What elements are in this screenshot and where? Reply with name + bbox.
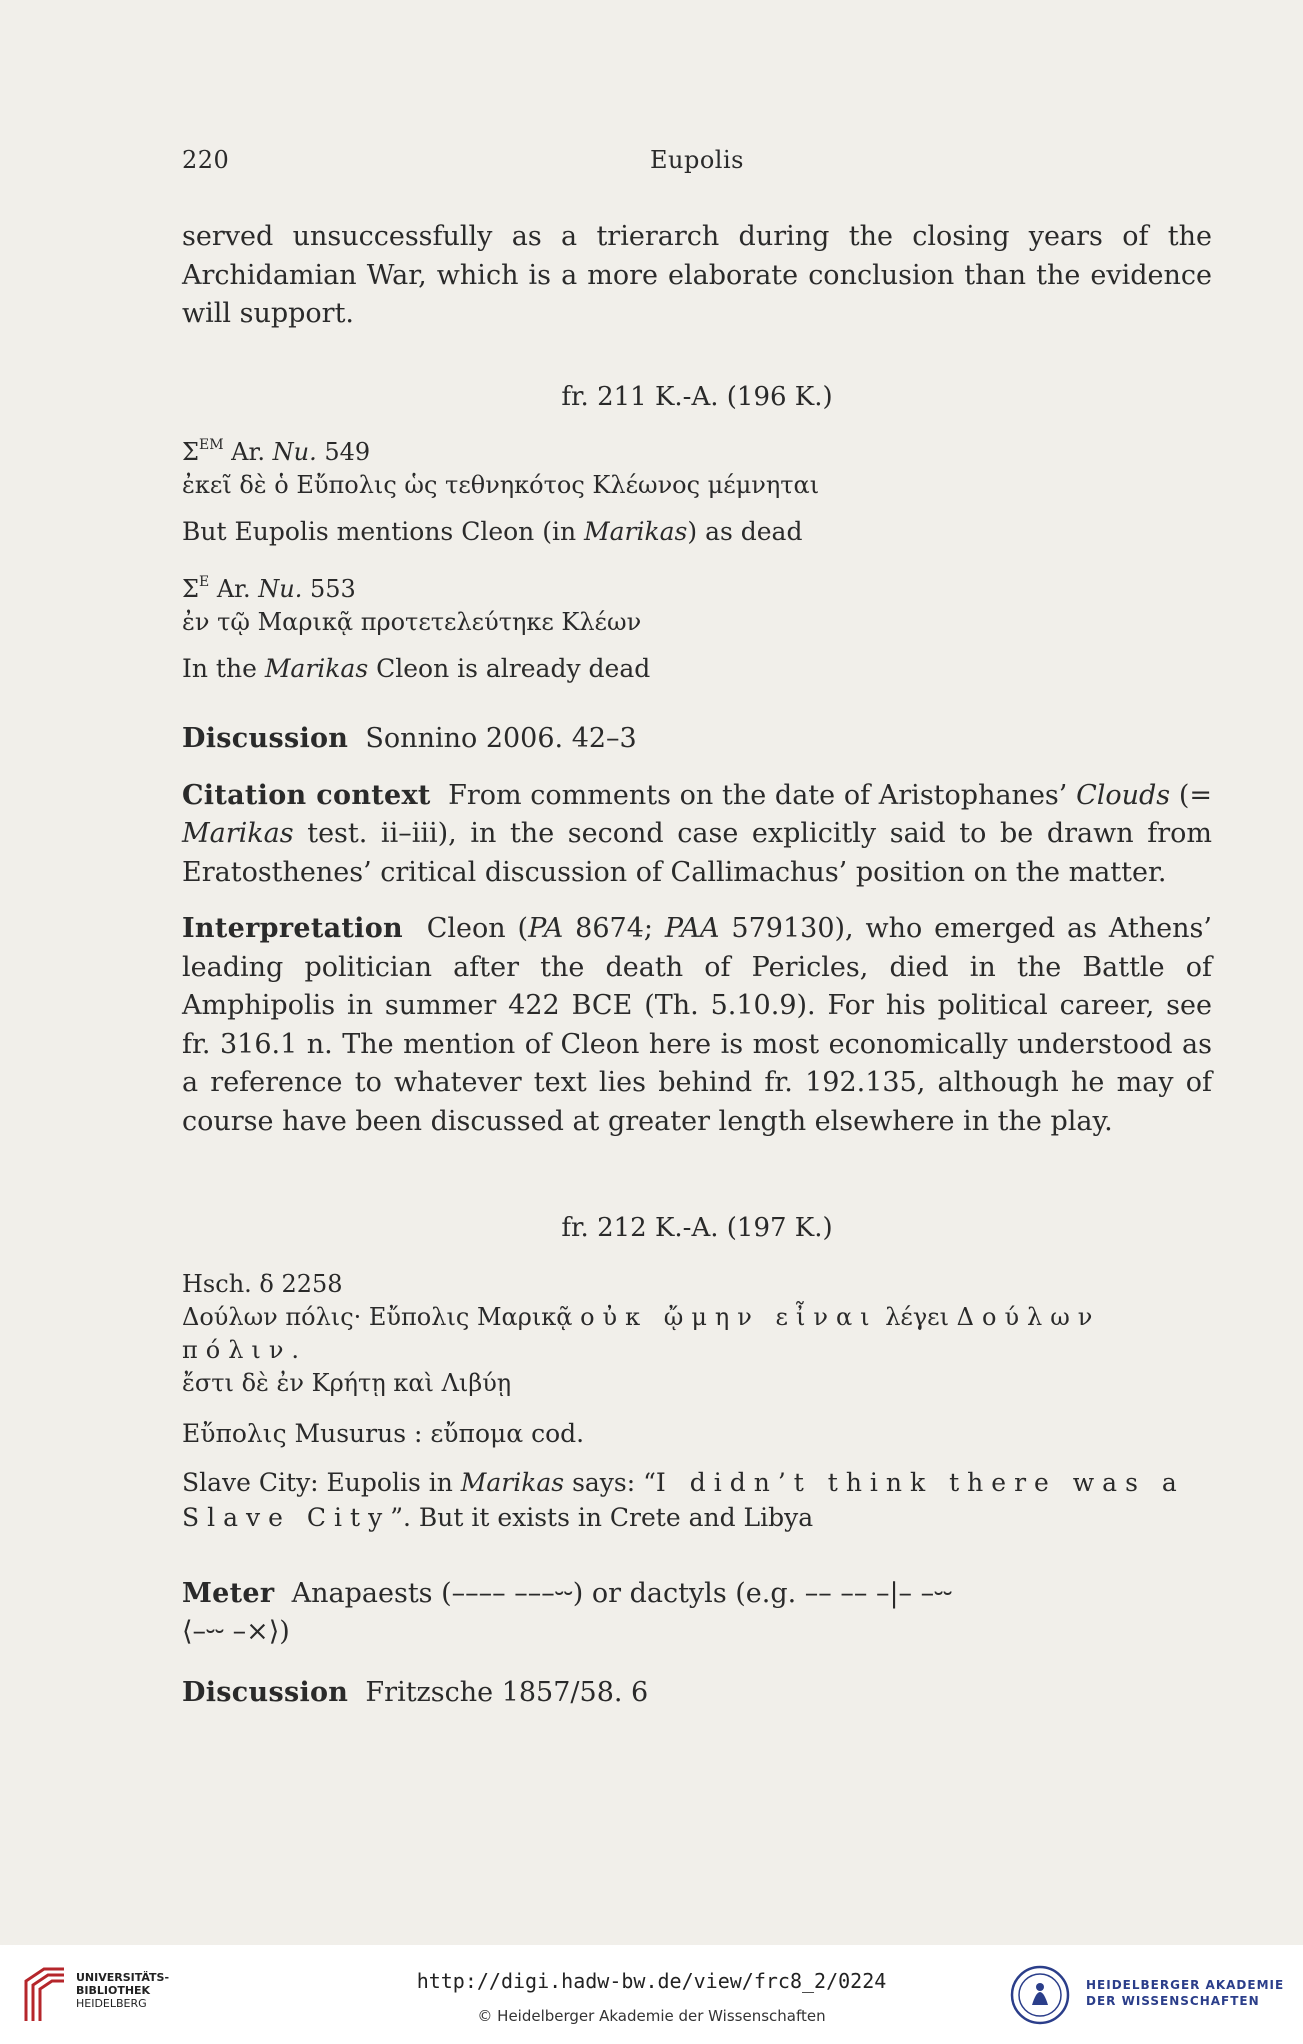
abbrev: PA: [528, 913, 564, 944]
play-title: Marikas: [460, 1467, 565, 1497]
page-number: 220: [182, 146, 230, 174]
section-text: test. ii–iii), in the second case explicitly said to be drawn from Eratosthenes’ critical discussion of Callimachus’ position on the matter.: [182, 818, 1212, 888]
logo-line: HEIDELBERG: [76, 1997, 147, 2010]
fr211-interpretation: [182, 910, 1212, 1141]
spacer: [182, 549, 1212, 573]
fr212-meter: [182, 1575, 1212, 1652]
trans-text: Slave City: Eupolis in: [182, 1467, 461, 1497]
apparatus-text: cod.: [523, 1418, 585, 1448]
section-label: Discussion: [182, 723, 349, 754]
play-title: Marikas: [264, 654, 369, 683]
greek-text: λέγει: [877, 1302, 957, 1331]
source-work: Nu.: [258, 575, 303, 603]
section-text: Cleon (: [426, 913, 529, 944]
section-label: Discussion: [182, 1676, 349, 1708]
greek-spaced: οὐκ ᾤμην εἶναι: [580, 1302, 878, 1331]
fr211-greek-1: ἐκεῖ δὲ ὁ Εὔπολις ὡς τεθνηκότος Κλέωνος μέμνηται: [182, 471, 820, 499]
fr211-discussion: [182, 720, 1212, 759]
abbrev: PAA: [664, 913, 720, 944]
section-label: Meter: [182, 1577, 275, 1609]
fr211-greek-2: ἐν τῷ Μαρικᾷ προτετελεύτηκε Κλέων: [182, 608, 642, 636]
discussion-text: Sonnino 2006. 42–3: [365, 723, 637, 754]
apparatus-text: Musurus :: [286, 1418, 431, 1448]
greek-text: Δούλων πόλις· Εὔπολις Μαρικᾷ: [182, 1302, 581, 1331]
fr212-greek: [182, 1301, 1212, 1400]
fr211-citation-context: [182, 777, 1212, 893]
fr211-source-1: [182, 436, 1212, 469]
page-body: [182, 218, 1212, 1712]
play-title: Marikas: [182, 818, 294, 849]
source-line: 549: [324, 438, 371, 466]
sigma-superscript: E: [198, 574, 210, 590]
fr212-apparatus: [182, 1416, 1212, 1451]
section-text: (=: [1170, 779, 1212, 811]
logo-line: HEIDELBERGER AKADEMIE: [1086, 1978, 1285, 1992]
fr212-discussion: [182, 1674, 1212, 1713]
permalink[interactable]: http://digi.hadw-bw.de/view/frc8_2/0224: [416, 1969, 887, 1993]
greek-spaced: Δούλων πόλιν.: [182, 1302, 1101, 1364]
section-label: Interpretation: [182, 913, 403, 944]
sigma: Σ: [182, 575, 199, 603]
play-title: Marikas: [584, 517, 688, 546]
trans-text: Cleon is already dead: [368, 654, 651, 683]
fr212-source: Hsch. δ 2258: [182, 1269, 343, 1298]
apparatus-greek: Εὔπολις: [182, 1418, 287, 1448]
play-title: Clouds: [1076, 779, 1171, 811]
source-ref: Ar.: [216, 575, 251, 603]
academy-name: [1086, 1977, 1284, 2009]
logo-line: DER WISSENSCHAFTEN: [1086, 1994, 1260, 2008]
fr211-translation-1: [182, 514, 1212, 549]
greek-text: ἔστι δὲ ἐν Κρήτῃ καὶ Λιβύῃ: [182, 1368, 512, 1397]
section-text: 8674;: [563, 913, 665, 944]
source-line: 553: [310, 575, 356, 603]
running-title: Eupolis: [650, 146, 744, 174]
sigma-superscript: EM: [198, 437, 224, 453]
fr212-translation: [182, 1465, 1212, 1535]
source-ref: Ar.: [231, 438, 265, 466]
trans-text: says: “: [564, 1467, 656, 1497]
fr211-translation-2: [182, 651, 1212, 686]
trans-text: But Eupolis mentions Cleon (in: [182, 517, 585, 546]
meter-text: ⟨–⏑⏑ –×⟩): [182, 1616, 290, 1647]
logo-line: UNIVERSITÄTS-: [76, 1971, 170, 1984]
trans-text: ”. But it exists in Crete and Libya: [390, 1502, 814, 1532]
section-text: 579130), who emerged as Athens’ leading politician after the death of Pericles, died in the Battle of Amphipolis in summer 422 BCE (Th. 5.10.9). For his political career, see fr. 316.1 n. The mention of Cleon here is most economically understood as a reference to whatever text lies behind fr. 192.135, although he may of course have been discussed at greater length elsewhere in the play.: [182, 913, 1212, 1137]
copyright-notice: © Heidelberger Akademie der Wissenschaften: [477, 2007, 826, 2025]
trans-text: In the: [182, 654, 265, 683]
sigma: Σ: [182, 438, 199, 466]
fragment-212-heading: fr. 212 K.-A. (197 K.): [561, 1213, 833, 1243]
section-text: From comments on the date of Aristophanes’: [448, 779, 1077, 811]
logo-line: BIBLIOTHEK: [76, 1984, 151, 1997]
discussion-text: Fritzsche 1857/58. 6: [365, 1676, 649, 1708]
intro-paragraph: served unsuccessfully as a trierarch during the closing years of the Archidamian War, which is a more elaborate conclusion than the evidence will support.: [182, 221, 1212, 329]
trans-spaced: I didn’t think there was a Slave City: [182, 1467, 1185, 1532]
meter-text: Anapaests (–––– –––⏑⏑) or dactyls (e.g. –– –– –|– –⏑⏑: [291, 1577, 953, 1609]
source-work: Nu.: [272, 438, 317, 466]
apparatus-greek: εὔπομα: [430, 1418, 524, 1448]
section-label: Citation context: [182, 779, 431, 811]
fr211-source-2: [182, 573, 1212, 606]
digitization-footer: [0, 1945, 1303, 2044]
fragment-211-heading: fr. 211 K.-A. (196 K.): [561, 381, 833, 412]
academy-seal-icon: [1010, 1965, 1070, 2025]
trans-text: ) as dead: [687, 517, 803, 546]
